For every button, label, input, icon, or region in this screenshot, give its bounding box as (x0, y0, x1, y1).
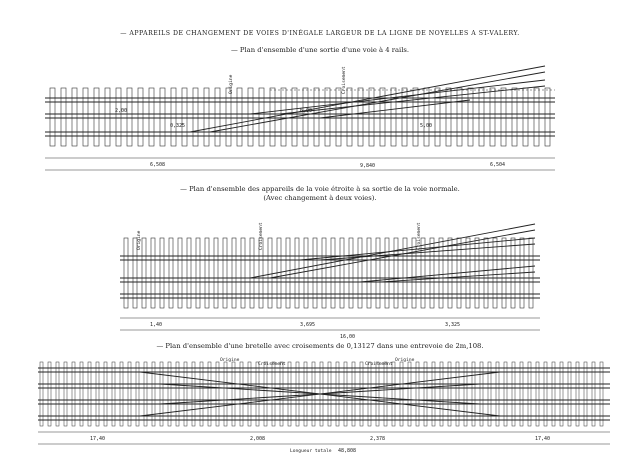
sleeper (358, 88, 363, 146)
plan3-dim-bottom-4: 17,40 (535, 436, 551, 442)
plan3-dim-bottom-3: 2,378 (370, 436, 386, 442)
sleeper (394, 238, 398, 308)
sleeper (523, 88, 528, 146)
sleeper (223, 238, 227, 308)
plan2-title: — Plan d'ensemble des appareils de la voie étroite à sa sortie de la voie normale. (180, 185, 460, 193)
sleeper (391, 88, 396, 146)
plan2-rails (120, 224, 540, 298)
plan2-note: (Avec changement à deux voies). (263, 194, 377, 202)
sleeper (214, 238, 218, 308)
plan1-label-origine: Origine (229, 74, 234, 94)
plan3-dimension-lines (38, 432, 610, 444)
sleeper (367, 238, 371, 308)
plan1-rails (45, 66, 555, 136)
sleeper (259, 88, 264, 146)
sleeper (281, 88, 286, 146)
sleeper (435, 88, 440, 146)
plan3-label-origine-left: Origine (220, 358, 240, 363)
plan3-label-origine-right: Origine (395, 358, 415, 363)
plan2-dimension-lines (120, 318, 540, 330)
sleeper (331, 238, 335, 308)
plan1-sleepers (50, 88, 550, 146)
plan3-rails (38, 368, 610, 420)
sleeper (127, 88, 132, 146)
plan1-dim-top-3: 6,00 (300, 108, 313, 114)
sleeper (303, 88, 308, 146)
sleeper (196, 238, 200, 308)
sleeper (369, 88, 374, 146)
plan2-label-origine: Origine (137, 230, 142, 250)
sleeper (484, 238, 488, 308)
sleeper (468, 88, 473, 146)
sleeper (286, 238, 290, 308)
sleeper (237, 88, 242, 146)
sleeper (50, 88, 55, 146)
plan2-label-croisement-2: Croisement (417, 222, 422, 250)
sleeper (169, 238, 173, 308)
plan2-dim-bottom-3: 3,325 (445, 322, 461, 328)
plan2-dim-bottom-1: 1,40 (150, 322, 163, 328)
sleeper (72, 88, 77, 146)
sleeper (448, 238, 452, 308)
plan3-dim-bottom-2: 2,008 (250, 436, 266, 442)
plan3-label-croisement-left: Croisement (258, 362, 286, 367)
sleeper (232, 238, 236, 308)
sleeper (314, 88, 319, 146)
sleeper (385, 238, 389, 308)
sleeper (204, 88, 209, 146)
sleeper (160, 88, 165, 146)
sleeper (149, 88, 154, 146)
sleeper (412, 238, 416, 308)
sleeper (304, 238, 308, 308)
sleeper (151, 238, 155, 308)
sleeper (160, 238, 164, 308)
plan3-total-value: 48,808 (338, 448, 357, 454)
sleeper (479, 88, 484, 146)
plan1-dim-top-2: 0,325 (170, 123, 186, 129)
sleeper (313, 238, 317, 308)
sleeper (424, 88, 429, 146)
plan2-dim-total: 16,00 (340, 334, 356, 340)
sleeper (376, 238, 380, 308)
sleeper (171, 88, 176, 146)
plan2-label-croisement-1: Croisement (259, 222, 264, 250)
sleeper (501, 88, 506, 146)
plan1-title: — Plan d'ensemble d'une sortie d'une voie à 4 rails. (230, 46, 410, 54)
sleeper (413, 88, 418, 146)
sleeper (336, 88, 341, 146)
sleeper (545, 88, 550, 146)
plan1-dim-bottom-3: 6,504 (490, 162, 506, 168)
sleeper (182, 88, 187, 146)
sleeper (142, 238, 146, 308)
sleeper (178, 238, 182, 308)
sleeper (512, 88, 517, 146)
sleeper (340, 238, 344, 308)
sleeper (105, 88, 110, 146)
sleeper (248, 88, 253, 146)
sleeper (226, 88, 231, 146)
sleeper (358, 238, 362, 308)
sleeper (502, 238, 506, 308)
plan1-drawing (45, 66, 555, 170)
sleeper (205, 238, 209, 308)
plan3-total-label: Longueur totale (290, 449, 332, 454)
main-title: — APPAREILS DE CHANGEMENT DE VOIES D'INÉGALE LARGEUR DE LA LIGNE DE NOYELLES A ST-VALERY. (120, 30, 520, 37)
plan1-label-croisement: Croisement (342, 66, 347, 94)
sleeper (322, 238, 326, 308)
sleeper (250, 238, 254, 308)
sleeper (493, 238, 497, 308)
sleeper (116, 88, 121, 146)
sleeper (215, 88, 220, 146)
sleeper (490, 88, 495, 146)
plan1-dim-top-1: 2,00 (115, 108, 128, 114)
sleeper (61, 88, 66, 146)
sleeper (268, 238, 272, 308)
sleeper (347, 88, 352, 146)
sleeper (241, 238, 245, 308)
sleeper (187, 238, 191, 308)
sleeper (457, 88, 462, 146)
plan3-label-croisement-right: Croisement (365, 362, 393, 367)
plan2-drawing (120, 222, 540, 340)
sleeper (439, 238, 443, 308)
sleeper (534, 88, 539, 146)
sleeper (83, 88, 88, 146)
plan1-dim-bottom-2: 9,840 (360, 163, 376, 169)
plan3-drawing (38, 357, 610, 454)
sleeper (138, 88, 143, 146)
plan3-dim-bottom-1: 17,40 (90, 436, 106, 442)
plan3-title: — Plan d'ensemble d'une bretelle avec croisements de 0,13127 dans une entrevoie de 2m,108. (156, 342, 484, 350)
sleeper (124, 238, 128, 308)
plan2-dim-bottom-2: 3,695 (300, 322, 316, 328)
sleeper (529, 238, 533, 308)
plan1-dim-bottom-1: 6,508 (150, 162, 166, 168)
sleeper (94, 88, 99, 146)
sleeper (193, 88, 198, 146)
sleeper (349, 238, 353, 308)
plan1-dim-top-4: 5,00 (420, 123, 433, 129)
